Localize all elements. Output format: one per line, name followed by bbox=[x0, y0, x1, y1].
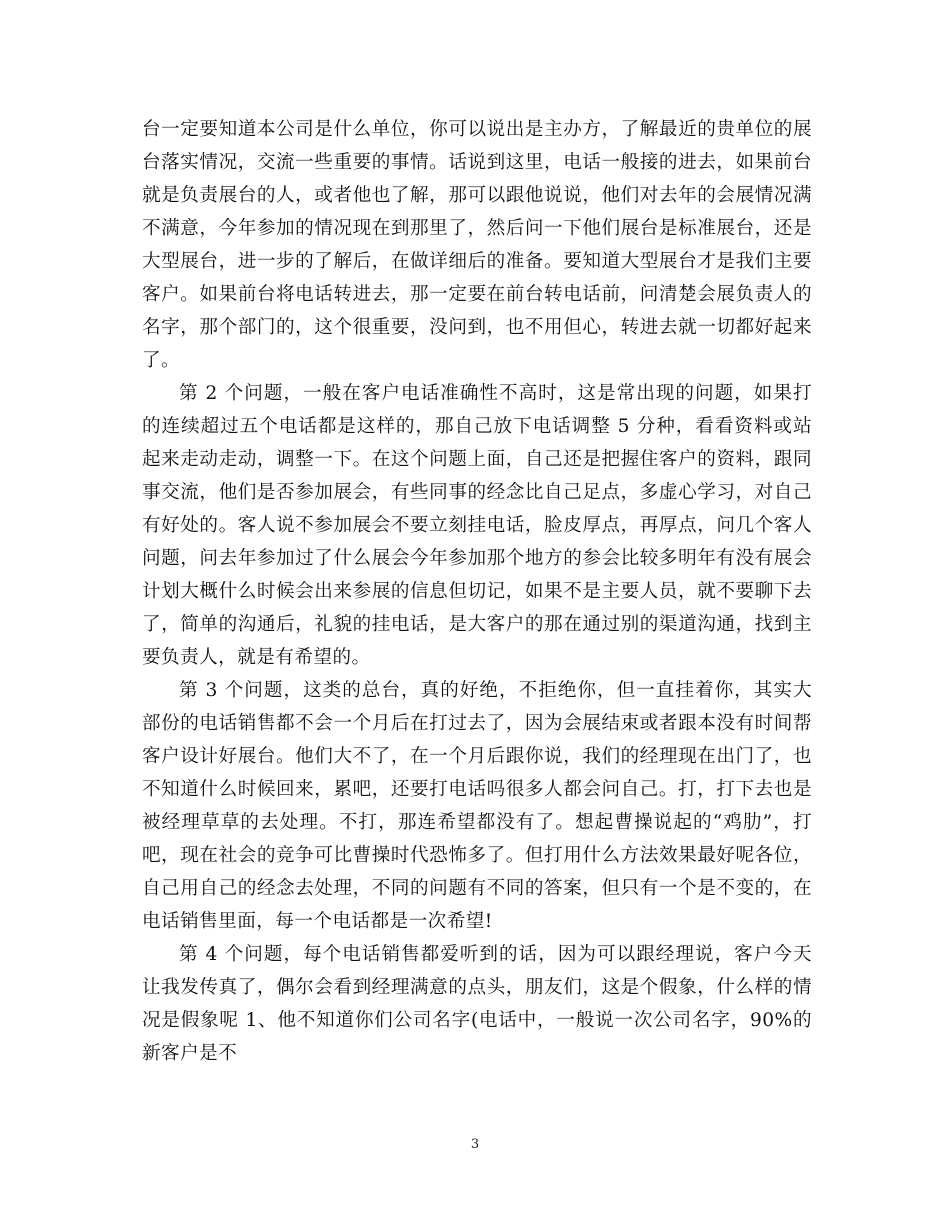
paragraph-1: 台一定要知道本公司是什么单位，你可以说出是主办方，了解最近的贵单位的展台落实情况，交流一些重要的事情。话说到这里，电话一般接的进去，如果前台就是负责展台的人，或者他也了解，那可以跟他说说，他们对去年的会展情况满不满意，今年参加的情况现在到那里了，然后问一下他们展台是标准展台，还是大型展台，进一步的了解后，在做详细后的准备。要知道大型展台才是我们主要客户。如果前台将电话转进去，那一定要在前台转电话前，问清楚会展负责人的名字，那个部门的，这个很重要，没问到，也不用但心，转进去就一切都好起来了。 bbox=[142, 119, 812, 371]
paragraph-2: 第 2 个问题，一般在客户电话准确性不高时，这是常出现的问题，如果打的连续超过五个电话都是这样的，那自己放下电话调整 5 分种，看看资料或站起来走动走动，调整一下。在这个问题上面，自己还是把握住客户的资料，跟同事交流，他们是否参加展会，有些同事的经念比自己足点，多虚心学习，对自己有好处的。客人说不参加展会不要立刻挂电话，脸皮厚点，再厚点，问几个客人问题，问去年参加过了什么展会今年参加那个地方的参会比较多明年有没有展会计划大概什么时候会出来参展的信息但切记，如果不是主要人员，就不要聊下去了，简单的沟通后，礼貌的挂电话，是大客户的那在通过别的渠道沟通，找到主要负责人，就是有希望的。 bbox=[142, 383, 812, 668]
paragraph-4: 第 4 个问题，每个电话销售都爱听到的话，因为可以跟经理说，客户今天让我发传真了，偶尔会看到经理满意的点头，朋友们，这是个假象，什么样的情况是假象呢 1、他不知道你们公司名字(电话中，一般说一次公司名字，90%的新客户是不 bbox=[142, 944, 812, 1064]
document-body bbox=[142, 113, 812, 1070]
paragraph-3: 第 3 个问题，这类的总台，真的好绝，不拒绝你，但一直挂着你，其实大部份的电话销售都不会一个月后在打过去了，因为会展结束或者跟本没有时间帮客户设计好展台。他们大不了，在一个月后跟你说，我们的经理现在出门了，也不知道什么时候回来，累吧，还要打电话吗很多人都会问自己。打，打下去也是被经理草草的去处理。不打，那连希望都没有了。想起曹操说起的“鸡肋”，打吧，现在社会的竞争可比曹操时代恐怖多了。但打用什么方法效果最好呢各位，自己用自己的经念去处理，不同的问题有不同的答案，但只有一个是不变的，在电话销售里面，每一个电话都是一次希望! bbox=[142, 680, 812, 932]
page-number: 3 bbox=[470, 1137, 480, 1152]
